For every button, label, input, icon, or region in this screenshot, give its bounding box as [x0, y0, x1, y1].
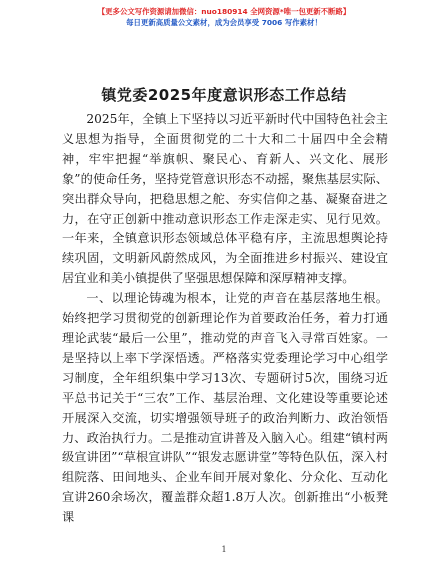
promo-banner [0, 6, 448, 28]
paragraph-section-1: 一、以理论铸魂为根本，让党的声音在基层落地生根。始终把学习贯彻党的创新理论作为首要政治任务，着力打通理论武装“最后一公里”，推动党的声音飞入寻常百姓家。一是坚持以上率下学深悟透。严格落实党委理论学习中心组学习制度，全年组织集中学习13次、专题研讨5次，围绕习近平总书记关于“三农”工作、基层治理、文化建设等重要论述开展深入交流，切实增强领导班子的政治判断力、政治领悟力、政治执行力。二是推动宣讲普及入脑入心。组建“镇村两级宣讲团”“草根宣讲队”“银发志愿讲堂”等特色队伍，深入村组院落、田间地头、企业车间开展对象化、分众化、互动化宣讲260余场次，覆盖群众超1.8万人次。创新推出“小板凳课 [62, 291, 388, 525]
document-title: 镇党委2025年度意识形态工作总结 [101, 86, 347, 104]
document-body [62, 110, 388, 528]
paragraph-intro: 2025年，全镇上下坚持以习近平新时代中国特色社会主义思想为指导，全面贯彻党的二十大和二十届四中全会精神，牢牢把握“举旗帜、聚民心、育新人、兴文化、展形象”的使命任务，坚持党管意识形态不动摇，聚焦基层实际、突出群众导向，把稳思想之舵、夯实信仰之基、凝聚奋进之力，在守正创新中推动意识形态工作走深走实、见行见效。一年来，全镇意识形态领域总体平稳有序，主流思想舆论持续巩固，文明新风蔚然成风，为全面推进乡村振兴、建设宜居宜业和美小镇提供了坚强思想保障和深厚精神支撑。 [62, 112, 388, 286]
page-number: 1 [221, 545, 227, 554]
promo-line-red: 【更多公文写作资源请加微信：nuo180914 全网资源*唯一包更新不断路】 [97, 7, 351, 16]
promo-line-blue: 每日更新高质量公文素材，成为会员享受 7006 写作素材！ [126, 18, 322, 27]
